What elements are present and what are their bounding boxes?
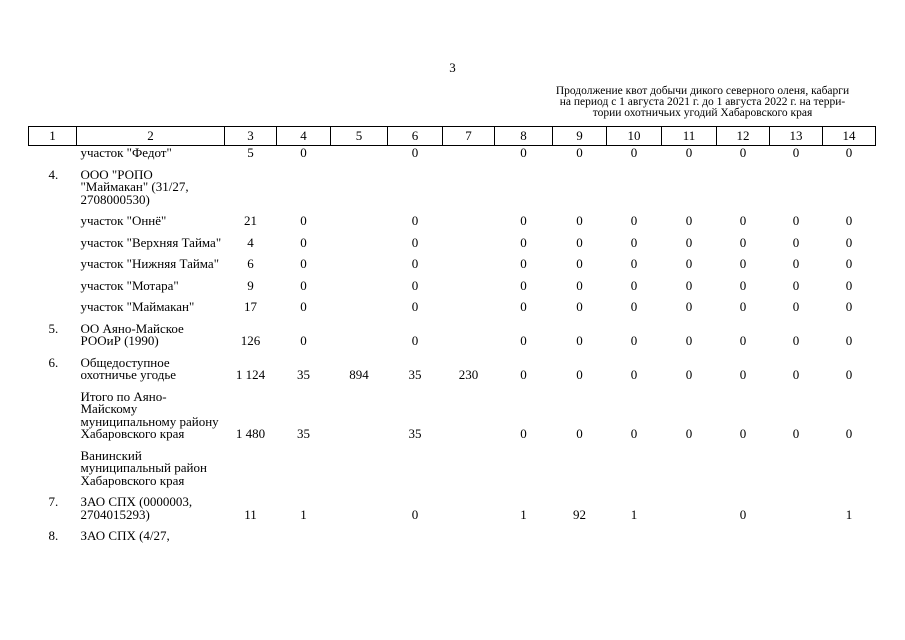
value-cell: 0 — [739, 367, 747, 382]
table-caption — [540, 86, 865, 119]
row-name-cell: Ванинский муниципальный район Хабаровского края — [80, 447, 207, 488]
value-cell: 0 — [685, 256, 693, 271]
row-number-cell: 5. — [48, 320, 59, 336]
value-cell: 1 124 — [235, 367, 266, 382]
row-number-cell — [29, 250, 77, 272]
value-cell: 0 — [845, 333, 853, 348]
value-cell — [331, 522, 388, 544]
value-cell: 6 — [247, 256, 254, 271]
column-header: 6 — [388, 127, 443, 146]
value-cell: 0 — [520, 145, 527, 160]
value-cell — [388, 522, 443, 544]
value-cell — [443, 146, 495, 161]
value-cell — [443, 250, 495, 272]
table-row — [29, 229, 876, 251]
value-cell: 9 — [247, 277, 254, 293]
value-cell — [607, 522, 662, 544]
table-row — [29, 272, 876, 294]
value-cell — [443, 207, 495, 229]
value-cell — [331, 315, 388, 349]
row-name-cell: Общедоступное охотничье угодье — [80, 354, 177, 382]
table-row — [29, 146, 876, 161]
value-cell — [225, 442, 277, 489]
value-cell: 0 — [630, 277, 638, 293]
row-number-cell — [29, 383, 77, 442]
value-cell: 0 — [300, 234, 307, 250]
value-cell: 0 — [520, 299, 527, 314]
value-cell: 0 — [520, 333, 527, 348]
table-row — [29, 488, 876, 522]
value-cell: 0 — [576, 299, 583, 314]
column-header: 9 — [553, 127, 607, 146]
value-cell: 0 — [630, 299, 638, 314]
value-cell — [277, 161, 331, 208]
value-cell: 0 — [520, 277, 527, 293]
value-cell: 0 — [685, 367, 693, 382]
value-cell: 0 — [739, 299, 747, 314]
value-cell: 0 — [630, 426, 638, 441]
value-cell: 0 — [576, 213, 583, 228]
value-cell: 894 — [349, 367, 369, 382]
value-cell: 0 — [576, 234, 583, 250]
row-name-cell: участок "Маймакан" — [80, 299, 195, 314]
value-cell: 0 — [411, 277, 419, 293]
value-cell: 0 — [411, 333, 419, 348]
row-number-cell — [29, 442, 77, 489]
value-cell — [770, 522, 823, 544]
value-cell: 0 — [792, 426, 800, 441]
row-name-cell: участок "Федот" — [80, 145, 172, 160]
value-cell: 0 — [630, 333, 638, 348]
value-cell — [331, 442, 388, 489]
value-cell: 0 — [520, 426, 527, 441]
value-cell: 0 — [739, 234, 747, 250]
value-cell — [495, 161, 553, 208]
column-header: 4 — [277, 127, 331, 146]
value-cell: 0 — [411, 256, 419, 271]
column-header: 14 — [823, 127, 876, 146]
value-cell: 0 — [685, 145, 693, 160]
row-name-cell: участок "Нижняя Тайма" — [80, 256, 220, 271]
value-cell: 0 — [739, 256, 747, 271]
column-header: 7 — [443, 127, 495, 146]
value-cell — [495, 442, 553, 489]
value-cell — [331, 229, 388, 251]
table-row — [29, 442, 876, 489]
row-number-cell — [29, 229, 77, 251]
value-cell: 0 — [739, 277, 747, 293]
value-cell: 0 — [411, 213, 419, 228]
value-cell: 1 — [520, 506, 527, 522]
table-row — [29, 250, 876, 272]
table-row — [29, 383, 876, 442]
column-header: 3 — [225, 127, 277, 146]
value-cell — [331, 383, 388, 442]
value-cell: 35 — [408, 367, 422, 382]
value-cell: 0 — [792, 145, 800, 160]
value-cell: 35 — [297, 367, 310, 382]
quota-table — [28, 126, 876, 544]
value-cell: 126 — [240, 333, 261, 348]
value-cell: 0 — [792, 256, 800, 271]
value-cell: 0 — [576, 426, 583, 441]
column-header: 8 — [495, 127, 553, 146]
row-name-cell: участок "Мотара" — [80, 277, 179, 293]
column-header: 11 — [662, 127, 717, 146]
value-cell: 0 — [630, 367, 638, 382]
value-cell — [443, 315, 495, 349]
value-cell: 0 — [792, 299, 800, 314]
value-cell: 0 — [845, 277, 853, 293]
value-cell — [277, 442, 331, 489]
table-row — [29, 315, 876, 349]
value-cell: 35 — [408, 426, 422, 441]
value-cell: 0 — [300, 145, 307, 160]
value-cell: 0 — [792, 277, 800, 293]
value-cell: 0 — [300, 277, 307, 293]
row-number-cell — [29, 146, 77, 161]
value-cell — [331, 146, 388, 161]
value-cell — [443, 442, 495, 489]
value-cell — [553, 522, 607, 544]
value-cell: 0 — [300, 299, 307, 314]
value-cell: 5 — [247, 145, 254, 160]
caption-line: на период с 1 августа 2021 г. до 1 августа 2022 г. на терри- — [559, 96, 846, 108]
row-number-cell — [29, 293, 77, 315]
value-cell — [607, 442, 662, 489]
value-cell: 0 — [520, 213, 527, 228]
value-cell — [331, 250, 388, 272]
value-cell: 0 — [685, 277, 693, 293]
value-cell — [388, 442, 443, 489]
table-body — [29, 146, 876, 544]
value-cell: 0 — [520, 256, 527, 271]
value-cell: 0 — [300, 213, 307, 228]
value-cell — [823, 161, 876, 208]
value-cell — [717, 161, 770, 208]
value-cell: 0 — [411, 506, 419, 522]
value-cell: 0 — [576, 367, 583, 382]
value-cell: 92 — [573, 506, 586, 522]
value-cell — [717, 522, 770, 544]
value-cell: 0 — [739, 506, 747, 522]
caption-line: Продолжение квот добычи дикого северного оленя, кабарги — [555, 85, 850, 97]
value-cell — [331, 488, 388, 522]
value-cell: 1 — [300, 506, 307, 522]
value-cell: 4 — [247, 234, 254, 250]
table-row — [29, 293, 876, 315]
row-number-cell: 8. — [48, 528, 59, 543]
value-cell: 21 — [244, 213, 257, 228]
caption-line: тории охотничьих угодий Хабаровского края — [592, 107, 813, 119]
value-cell: 0 — [685, 333, 693, 348]
value-cell: 0 — [792, 333, 800, 348]
row-name-cell: участок "Верхняя Тайма" — [80, 234, 222, 250]
value-cell: 0 — [520, 234, 527, 250]
value-cell: 0 — [685, 234, 693, 250]
value-cell — [443, 161, 495, 208]
value-cell — [770, 161, 823, 208]
value-cell: 0 — [411, 234, 419, 250]
row-name-cell: Итого по Аяно-Майскому муниципальному району Хабаровского края — [80, 388, 219, 441]
value-cell: 1 — [630, 506, 638, 522]
value-cell: 230 — [458, 367, 479, 382]
row-name-cell: ОО Аяно-Майское РООиР (1990) — [80, 320, 184, 348]
table-row — [29, 207, 876, 229]
value-cell: 1 480 — [235, 426, 266, 441]
value-cell: 0 — [576, 333, 583, 348]
row-number-cell — [29, 207, 77, 229]
value-cell — [331, 293, 388, 315]
value-cell — [823, 522, 876, 544]
value-cell: 1 — [845, 506, 853, 522]
value-cell: 0 — [792, 234, 800, 250]
column-header: 5 — [331, 127, 388, 146]
value-cell: 0 — [411, 145, 419, 160]
row-number-cell: 6. — [48, 354, 59, 370]
value-cell — [662, 488, 717, 522]
value-cell: 11 — [244, 506, 257, 522]
column-header: 2 — [77, 127, 225, 146]
column-header: 1 — [29, 127, 77, 146]
value-cell: 0 — [739, 145, 747, 160]
row-name-cell: ООО "РОПО "Маймакан" (31/27, 2708000530) — [80, 166, 189, 207]
value-cell: 35 — [297, 426, 310, 441]
value-cell: 0 — [739, 333, 747, 348]
value-cell: 0 — [411, 299, 419, 314]
value-cell: 0 — [685, 426, 693, 441]
page-number: 3 — [449, 60, 456, 75]
value-cell: 0 — [630, 256, 638, 271]
row-name-cell: участок "Оннё" — [80, 213, 167, 228]
value-cell — [443, 488, 495, 522]
value-cell — [225, 161, 277, 208]
value-cell: 0 — [845, 234, 853, 250]
value-cell: 0 — [630, 145, 638, 160]
value-cell: 17 — [244, 299, 257, 314]
value-cell: 0 — [300, 333, 307, 348]
value-cell — [331, 272, 388, 294]
column-header: 10 — [607, 127, 662, 146]
column-header: 12 — [717, 127, 770, 146]
row-number-cell: 4. — [48, 166, 59, 182]
row-number-cell: 7. — [48, 494, 59, 509]
value-cell: 0 — [845, 213, 853, 228]
row-name-cell: ЗАО СПХ (0000003, 2704015293) — [80, 494, 193, 522]
value-cell — [225, 522, 277, 544]
value-cell: 0 — [845, 299, 853, 314]
table-row — [29, 522, 876, 544]
value-cell — [662, 161, 717, 208]
value-cell: 0 — [576, 145, 583, 160]
value-cell: 0 — [739, 426, 747, 441]
value-cell — [443, 522, 495, 544]
value-cell: 0 — [685, 299, 693, 314]
value-cell — [443, 383, 495, 442]
value-cell — [388, 161, 443, 208]
value-cell: 0 — [520, 367, 527, 382]
value-cell — [770, 442, 823, 489]
value-cell: 0 — [685, 213, 693, 228]
column-header: 13 — [770, 127, 823, 146]
value-cell: 0 — [845, 426, 853, 441]
value-cell — [495, 522, 553, 544]
table-row — [29, 349, 876, 383]
value-cell — [607, 161, 662, 208]
value-cell: 0 — [792, 213, 800, 228]
value-cell — [770, 488, 823, 522]
table-row — [29, 161, 876, 208]
value-cell: 0 — [576, 277, 583, 293]
value-cell — [662, 522, 717, 544]
value-cell: 0 — [792, 367, 800, 382]
value-cell — [717, 442, 770, 489]
value-cell: 0 — [576, 256, 583, 271]
value-cell: 0 — [300, 256, 307, 271]
value-cell: 0 — [845, 145, 853, 160]
row-name-cell: ЗАО СПХ (4/27, — [80, 528, 170, 543]
value-cell — [662, 442, 717, 489]
value-cell: 0 — [845, 256, 853, 271]
value-cell: 0 — [630, 213, 638, 228]
value-cell: 0 — [739, 213, 747, 228]
value-cell — [553, 161, 607, 208]
value-cell — [443, 272, 495, 294]
value-cell — [277, 522, 331, 544]
value-cell — [553, 442, 607, 489]
row-number-cell — [29, 272, 77, 294]
value-cell — [823, 442, 876, 489]
value-cell: 0 — [630, 234, 638, 250]
value-cell: 0 — [845, 367, 853, 382]
header-row — [29, 127, 876, 146]
value-cell — [331, 207, 388, 229]
value-cell — [443, 293, 495, 315]
value-cell — [443, 229, 495, 251]
value-cell — [331, 161, 388, 208]
